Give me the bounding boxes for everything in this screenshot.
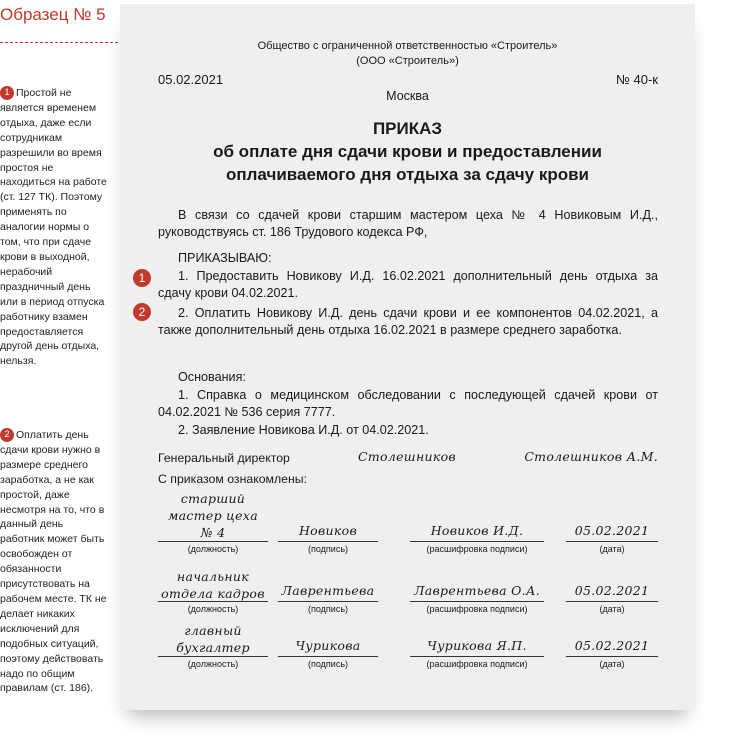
basis-item-2: 2. Заявление Новикова И.Д. от 04.02.2021. [178, 423, 429, 437]
order-item-2: 2. Оплатить Новикову И.Д. день сдачи крови и ее компонентов 04.02.2021, а также дополнительный день отдыха 16.02.2021 в размере среднего заработка. [158, 306, 658, 337]
order-date: 05.02.2021 [158, 72, 224, 87]
order-item-1: 1. Предоставить Новикову И.Д. 16.02.2021 дополнительный день отдыха за сдачу крови 04.02.2021. [158, 269, 658, 300]
note-badge-1: 1 [0, 86, 14, 100]
org-full-name: Общество с ограниченной ответственностью «Строитель» [257, 40, 558, 52]
preamble: В связи со сдачей крови старшим мастером цеха № 4 Новиковым И.Д., руководствуясь ст. 186 Трудового кодекса РФ, [158, 208, 658, 239]
row2-name: Лаврентьева О.А. [413, 583, 540, 598]
row3-date: 05.02.2021 [574, 638, 650, 653]
document-paper [120, 4, 695, 710]
row1-position-line [158, 541, 268, 542]
basis-item-1: 1. Справка о медицинском обследовании с последующей сдачей крови от 04.02.2021 № 536 серия 7777. [158, 388, 658, 419]
order-title: ПРИКАЗ [372, 119, 443, 138]
row3-date-line [566, 656, 658, 657]
sample-title: Образец № 5 [0, 5, 106, 24]
note-text-2: Оплатить день сдачи крови нужно в размере среднего заработка, а не как простой, даже несмотря на то, что в данный день работник может быть освобожден от обязанности присутствовать на рабочем месте. ТК не делает никаких исключений для подобных ситуаций, поэтому действовать надо по общим правилам (ст. 186). [0, 429, 107, 695]
row1-name: Новиков И.Д. [430, 523, 524, 538]
row3-signature-line [278, 656, 378, 657]
row1-signature-line [278, 541, 378, 542]
row2-caption-position: (должность) [187, 604, 239, 614]
order-subtitle-2: оплачиваемого дня отдыха за сдачу крови [225, 165, 590, 184]
row2-caption-signature: (подпись) [307, 604, 349, 614]
row3-position-line1: главный [184, 623, 242, 638]
basis-word: Основания: [178, 370, 246, 384]
row2-caption-date: (дата) [599, 604, 625, 614]
divider [0, 42, 118, 43]
row1-position-line2: мастер цеха [168, 508, 258, 523]
row3-caption-position: (должность) [187, 659, 239, 669]
order-city: Москва [386, 89, 429, 103]
row1-position-line3: № 4 [200, 525, 226, 540]
row1-caption-decoding: (расшифровка подписи) [426, 544, 528, 554]
row3-name: Чурикова Я.П. [427, 638, 527, 653]
row1-caption-date: (дата) [599, 544, 625, 554]
row2-date-line [566, 601, 658, 602]
row2-name-line [410, 601, 544, 602]
row3-caption-date: (дата) [599, 659, 625, 669]
director-title: Генеральный директор [158, 451, 290, 465]
row3-position [158, 622, 268, 656]
row2-signature-line [278, 601, 378, 602]
item-badge-1: 1 [133, 269, 151, 287]
order-subtitle-1: об оплате дня сдачи крови и предоставлении [213, 142, 602, 161]
note-badge-2: 2 [0, 428, 14, 442]
note-text-1: Простой не является временем отдыха, даже если сотрудникам разрешили во время простоя не находиться на работе (ст. 127 ТК). Поэтому применять по аналогии нормы о том, что при сдаче крови в выходной, нерабочий праздничный день или в период отпуска работнику взамен предоставляется другой день отдыха, нельзя. [0, 87, 107, 368]
director-name: Столешников А.М. [524, 449, 658, 464]
row2-position-line [158, 601, 268, 602]
sidebar-note-2 [0, 428, 108, 696]
row2-date: 05.02.2021 [574, 583, 650, 598]
row1-caption-signature: (подпись) [307, 544, 349, 554]
row3-position-line [158, 656, 268, 657]
row1-date-line [566, 541, 658, 542]
row2-caption-decoding: (расшифровка подписи) [426, 604, 528, 614]
row2-position [154, 568, 272, 602]
row2-position-line2: отдела кадров [161, 586, 265, 601]
item-badge-2: 2 [133, 303, 151, 321]
acquainted-label: С приказом ознакомлены: [158, 472, 308, 486]
director-signature: Столешников [358, 449, 456, 464]
row1-name-line [410, 541, 544, 542]
row3-caption-signature: (подпись) [307, 659, 349, 669]
row1-position-line1: старший [180, 491, 246, 506]
row3-signature: Чурикова [295, 638, 361, 653]
row1-date: 05.02.2021 [574, 523, 650, 538]
row2-position-line1: начальник [176, 569, 250, 584]
org-short-name: (ООО «Строитель») [356, 55, 459, 67]
order-word: ПРИКАЗЫВАЮ: [178, 251, 272, 265]
row3-caption-decoding: (расшифровка подписи) [426, 659, 528, 669]
row1-caption-position: (должность) [187, 544, 239, 554]
row1-signature: Новиков [298, 523, 358, 538]
row1-position [158, 490, 268, 541]
row3-position-line2: бухгалтер [176, 640, 250, 655]
sidebar-note-1 [0, 86, 108, 369]
order-number: № 40-к [615, 72, 658, 87]
row2-signature: Лаврентьева [281, 583, 375, 598]
row3-name-line [410, 656, 544, 657]
